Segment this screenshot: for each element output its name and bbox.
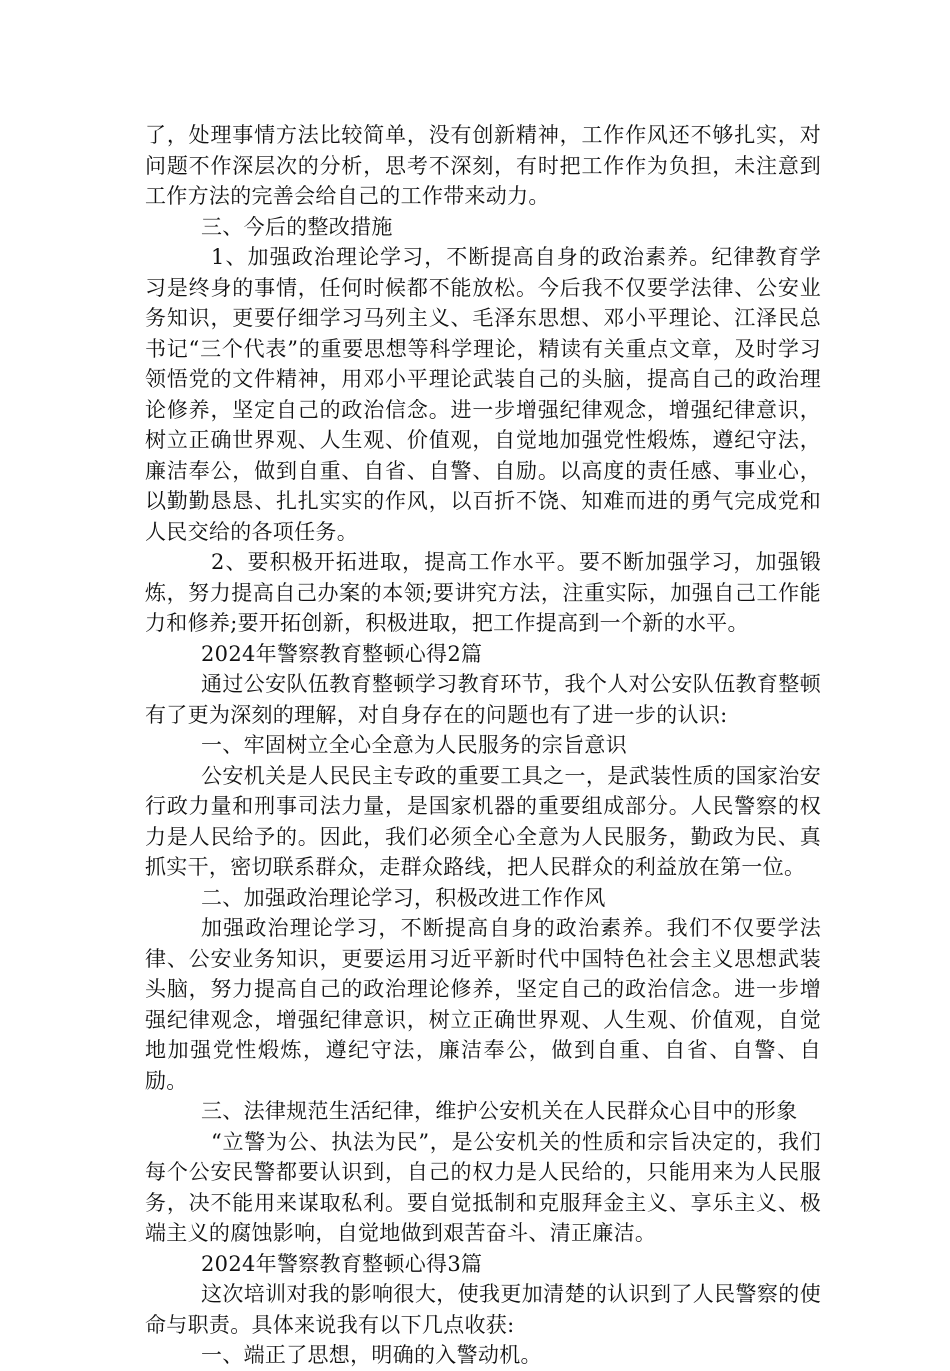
paragraph: 加强政治理论学习，不断提高自身的政治素养。我们不仅要学法律、公安业务知识，更要运用习近平新时代中国特色社会主义思想武装头脑，努力提高自己的政治理论修养，坚定自己的政治信念。进一步增强纪律观念，增强纪律意识，树立正确世界观、人生观、价值观，自觉地加强党性煅炼，遵纪守法，廉洁奉公，做到自重、自省、自警、自励。 <box>145 916 821 1093</box>
article-title: 2024年警察教育整顿心得2篇 <box>201 641 483 666</box>
section-heading: 二、加强政治理论学习，积极改进工作作风 <box>201 885 606 910</box>
paragraph: “立警为公、执法为民”，是公安机关的性质和宗旨决定的，我们每个公安民警都要认识到，自己的权力是人民给的，只能用来为人民服务，决不能用来谋取私利。要自觉抵制和克服拜金主义、享乐主义、极端主义的腐蚀影响，自觉地做到艰苦奋斗、清正廉洁。 <box>145 1129 821 1245</box>
paragraph: 1、加强政治理论学习，不断提高自身的政治素养。纪律教育学习是终身的事情，任何时候都不能放松。今后我不仅要学法律、公安业务知识，更要仔细学习马列主义、毛泽东思想、邓小平理论、江泽民总书记“三个代表”的重要思想等科学理论，精读有关重点文章，及时学习领悟党的文件精神，用邓小平理论武装自己的头脑，提高自己的政治理论修养，坚定自己的政治信念。进一步增强纪律观念，增强纪律意识，树立正确世界观、人生观、价值观，自觉地加强党性煅炼，遵纪守法，廉洁奉公，做到自重、自省、自警、自励。以高度的责任感、事业心，以勤勤恳恳、扎扎实实的作风，以百折不饶、知难而进的勇气完成党和人民交给的各项任务。 <box>145 245 821 544</box>
paragraph-continuation: 了，处理事情方法比较简单，没有创新精神，工作作风还不够扎实，对问题不作深层次的分析，思考不深刻，有时把工作作为负担，未注意到工作方法的完善会给自己的工作带来动力。 <box>145 123 821 208</box>
paragraph: 2、要积极开拓进取，提高工作水平。要不断加强学习，加强锻炼，努力提高自己办案的本领;要讲究方法，注重实际，加强自己工作能力和修养;要开拓创新，积极进取，把工作提高到一个新的水平。 <box>145 550 821 635</box>
section-heading: 三、法律规范生活纪律，维护公安机关在人民群众心目中的形象 <box>201 1099 798 1123</box>
article-title: 2024年警察教育整顿心得3篇 <box>201 1251 483 1276</box>
document-body <box>145 120 821 1371</box>
section-heading: 一、端正了思想，明确的入警动机。 <box>201 1343 542 1367</box>
paragraph: 这次培训对我的影响很大，使我更加清楚的认识到了人民警察的使命与职责。具体来说我有以下几点收获: <box>145 1282 821 1337</box>
paragraph: 公安机关是人民民主专政的重要工具之一，是武装性质的国家治安行政力量和刑事司法力量，是国家机器的重要组成部分。人民警察的权力是人民给予的。因此，我们必须全心全意为人民服务，勤政为民、真抓实干，密切联系群众，走群众路线，把人民群众的利益放在第一位。 <box>145 763 821 879</box>
section-heading: 一、牢固树立全心全意为人民服务的宗旨意识 <box>201 733 627 757</box>
section-heading: 三、今后的整改措施 <box>201 214 393 239</box>
paragraph: 通过公安队伍教育整顿学习教育环节，我个人对公安队伍教育整顿有了更为深刻的理解，对自身存在的问题也有了进一步的认识: <box>145 672 821 727</box>
